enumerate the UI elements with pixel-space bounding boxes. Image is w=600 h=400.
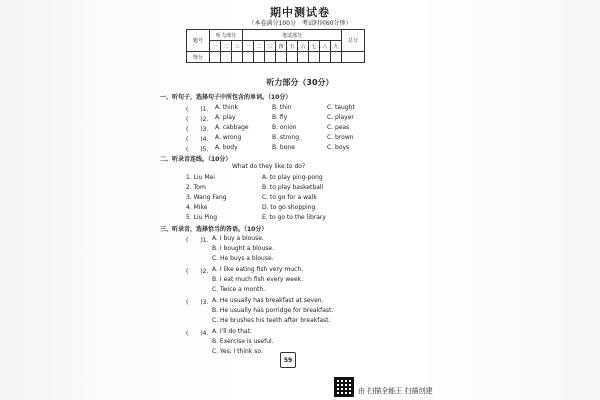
score-cell [265, 52, 276, 63]
part1-option-b: B. onion [272, 124, 297, 131]
score-col: 三 [265, 41, 276, 52]
part3-option: C. Twice a month. [212, 286, 266, 293]
part1-option-b: B. thin [272, 104, 292, 111]
part1-option-a: A. think [215, 104, 238, 111]
part2-option: E. to go to the library [262, 214, 326, 221]
part2-option: B. to play basketball [262, 184, 324, 191]
exam-subtitle: （本卷满分100分 考试时间60分钟） [248, 20, 352, 27]
score-cell [331, 52, 342, 63]
part3-num: ( )3. [186, 299, 209, 306]
score-col: 三 [232, 41, 243, 52]
page-number: 59 [280, 352, 296, 368]
total-header: 总分 [342, 30, 365, 52]
score-cell [287, 52, 298, 63]
part1-num: ( )5. [186, 146, 209, 153]
part2-heading: 二、听录音连线。（10分） [160, 156, 232, 163]
score-cell [276, 52, 287, 63]
score-cell [243, 52, 254, 63]
part1-option-b: B. bone [272, 144, 295, 151]
score-col: 二 [254, 41, 265, 52]
part3-option: A. I'll do that. [212, 328, 252, 335]
part2-question: What do they like to do? [232, 163, 306, 170]
part3-option: A. He usually has breakfast at seven. [212, 297, 324, 304]
score-row-label-number: 题号 [187, 30, 210, 52]
part1-option-c: C. peas [327, 124, 350, 131]
section-title: 听力部分（30分） [266, 78, 334, 87]
part1-num: ( )3. [186, 126, 209, 133]
score-col: 六 [298, 41, 309, 52]
score-cell [232, 52, 243, 63]
score-col: 二 [221, 41, 232, 52]
part3-option: A. I like eating fish very much. [212, 266, 304, 273]
part3-num: ( )1. [186, 237, 209, 244]
part3-option: B. I bought a blouse. [212, 245, 275, 252]
score-col: 七 [309, 41, 320, 52]
part2-option: D. to go shopping [262, 204, 316, 211]
score-col: 八 [320, 41, 331, 52]
part3-option: B. He usually has porridge for breakfast. [212, 307, 334, 314]
part1-option-a: A. cabbage [215, 124, 249, 131]
exam-title: 期中测试卷 [270, 6, 330, 19]
score-cell [298, 52, 309, 63]
score-col: 九 [331, 41, 342, 52]
writing-header: 笔试部分 [243, 30, 342, 41]
score-cell [210, 52, 221, 63]
part1-option-a: A. wrong [215, 134, 242, 141]
qr-code-icon [335, 378, 353, 396]
part1-option-c: C. taught [327, 104, 355, 111]
part3-option: A. I buy a blouse. [212, 235, 264, 242]
part1-option-a: A. body [215, 144, 238, 151]
part1-heading: 一、听句子，选择句子中所包含的单词。（10分） [160, 94, 292, 101]
part3-option: C. He brushes his teeth after breakfast. [212, 317, 331, 324]
part1-option-c: C. player [327, 114, 354, 121]
part3-num: ( )4. [186, 330, 209, 337]
score-cell [320, 52, 331, 63]
score-cell [254, 52, 265, 63]
part3-heading: 三、听录音，选择恰当的答语。（10分） [160, 226, 268, 233]
score-row-label-score: 得分 [187, 52, 210, 63]
part2-name: 1. Liu Mei [186, 174, 215, 181]
score-cell [221, 52, 232, 63]
part3-option: B. I eat much fish every week. [212, 276, 304, 283]
part2-option: C. to go for a walk [262, 194, 317, 201]
listening-header: 听力部分 [210, 30, 243, 41]
part1-option-a: A. play [215, 114, 236, 121]
part2-name: 4. Mike [186, 204, 208, 211]
part3-num: ( )2. [186, 268, 209, 275]
score-col: 一 [243, 41, 254, 52]
score-col: 五 [287, 41, 298, 52]
scanner-watermark: 由 扫描全能王 扫描创建 [358, 387, 433, 395]
score-table [186, 29, 365, 63]
part3-option: B. Exercise is useful. [212, 338, 274, 345]
score-col: 一 [210, 41, 221, 52]
part1-num: ( )1. [186, 106, 209, 113]
score-cell-total [342, 52, 365, 63]
part1-num: ( )2. [186, 116, 209, 123]
part1-option-c: C. brown [327, 134, 354, 141]
part1-num: ( )4. [186, 136, 209, 143]
part3-option: C. He buys a blouse. [212, 255, 274, 262]
part1-option-b: B. strong [272, 134, 300, 141]
part2-name: 2. Tom [186, 184, 206, 191]
part1-option-c: C. boys [327, 144, 350, 151]
part1-option-b: B. fly [272, 114, 288, 121]
part2-name: 3. Wang Fang [186, 194, 227, 201]
score-cell [309, 52, 320, 63]
part2-option: A. to play ping-pong [262, 174, 323, 181]
part2-name: 5. Liu Ping [186, 214, 218, 221]
score-col: 四 [276, 41, 287, 52]
part3-option: C. Yes, I think so. [212, 348, 263, 355]
